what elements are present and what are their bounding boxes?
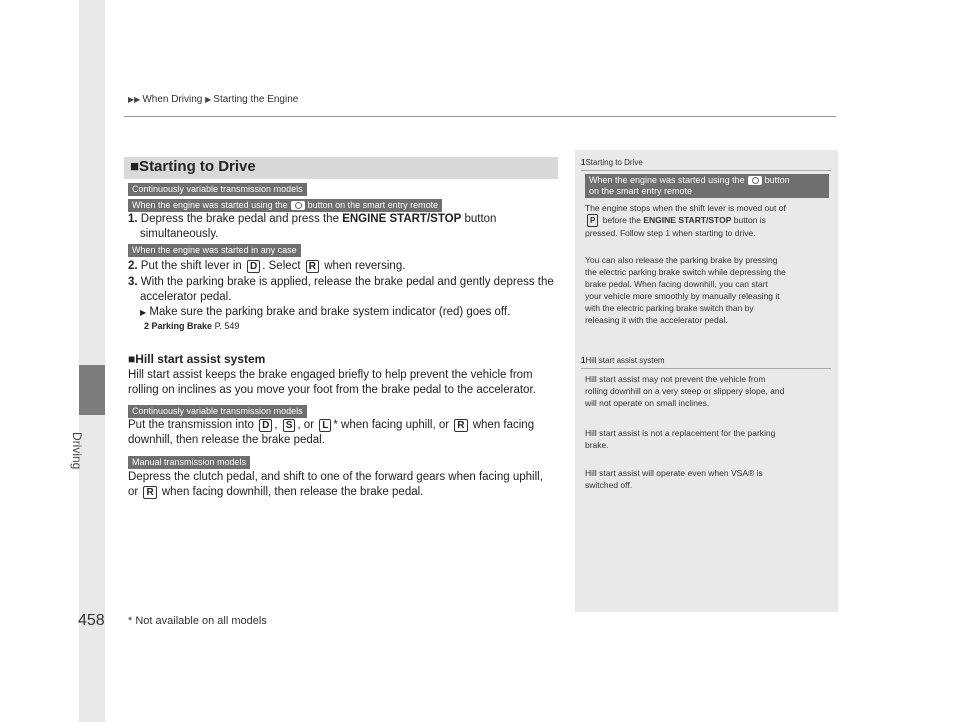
paragraph-text: * when facing uphill, or	[333, 419, 450, 431]
note-text: The engine stops when the shift lever is moved out of	[585, 203, 786, 213]
step-bold: ENGINE START/STOP	[342, 213, 462, 225]
chevron-right-icon: ▶	[205, 95, 212, 104]
hill-paragraph-1	[128, 368, 568, 398]
note-text: Hill start assist is not a replacement for the parking	[585, 428, 776, 438]
arrow-icon: ▶	[140, 308, 147, 317]
step-3	[128, 275, 568, 320]
tag-text: button	[764, 175, 790, 185]
breadcrumb-item[interactable]: When Driving	[142, 94, 203, 105]
footnote: * Not available on all models	[128, 615, 267, 627]
note-heading	[581, 158, 643, 167]
note-paragraph	[585, 467, 835, 491]
step-text: accelerator pedal.	[140, 291, 232, 303]
note-text: releasing it with the accelerator pedal.	[585, 315, 728, 325]
tag-text: button on the smart entry remote	[307, 200, 439, 210]
paragraph-text: or	[128, 486, 139, 498]
breadcrumb	[128, 94, 298, 105]
side-notes-panel	[575, 150, 838, 612]
note-text: Hill start assist will operate even when VSA® is	[585, 468, 763, 478]
paragraph-text: rolling on inclines as you move your foot from the brake pedal to the accelerator.	[128, 384, 536, 396]
paragraph-text: when facing	[472, 419, 535, 431]
step-text: button	[464, 213, 497, 225]
note-text: pressed. Follow step 1 when starting to drive.	[585, 228, 756, 238]
note-heading-text: Starting to Drive	[585, 158, 643, 167]
note-text: You can also release the parking brake by pressing	[585, 255, 778, 265]
step-number: 3.	[128, 276, 138, 288]
reference-label: Parking Brake	[151, 321, 213, 331]
chapter-label: Driving	[70, 432, 84, 470]
reference-icon: 2	[144, 321, 150, 331]
step-text: With the parking brake is applied, release the brake pedal and gently depress the	[140, 276, 554, 288]
section-title: ■Starting to Drive	[130, 158, 256, 175]
note-text: Hill start assist may not prevent the vehicle from	[585, 374, 766, 384]
note-text: with the electric parking brake switch than by	[585, 303, 754, 313]
tag-text: on the smart entry remote	[589, 186, 693, 196]
note-text: rolling downhill on a very steep or slippery slope, and	[585, 386, 785, 396]
key-fob-icon	[748, 176, 762, 185]
paragraph-text: Hill start assist keeps the brake engaged briefly to help prevent the vehicle from	[128, 369, 533, 381]
step-subtext: Make sure the parking brake and brake system indicator (red) goes off.	[149, 306, 511, 318]
divider	[124, 116, 836, 117]
note-paragraph	[585, 427, 835, 451]
step-text: . Select	[262, 260, 301, 272]
gear-s-icon: S	[283, 419, 296, 432]
note-heading-text: Hill start assist system	[585, 356, 665, 365]
paragraph-text: Depress the clutch pedal, and shift to one of the forward gears when facing uphill,	[128, 471, 543, 483]
chapter-tab-marker	[79, 365, 105, 415]
step-number: 2.	[128, 260, 138, 272]
reference-page: P. 549	[214, 321, 240, 331]
note-bold: ENGINE START/STOP	[643, 215, 732, 225]
paragraph-text: Put the transmission into	[128, 419, 254, 431]
page-number: 458	[78, 612, 105, 629]
note-icon: 1	[581, 158, 586, 167]
subsection-title: ■Hill start assist system	[128, 352, 266, 366]
note-text: the electric parking brake switch while depressing the	[585, 267, 786, 277]
breadcrumb-item[interactable]: Starting the Engine	[213, 94, 299, 105]
tag-text: When the engine was started using the	[589, 175, 745, 185]
hill-paragraph-3	[128, 470, 568, 500]
note-text: button is	[733, 215, 766, 225]
gear-r-icon: R	[143, 486, 156, 499]
hill-paragraph-2: Put the transmission into D , S , or L * when facing uphill, or R when facing downhill, then release the brake pedal.	[128, 419, 535, 446]
note-icon: 1	[581, 356, 586, 365]
chevron-right-icon: ▶▶	[128, 95, 141, 104]
gear-l-icon: L	[319, 419, 331, 432]
gear-r-icon: R	[454, 419, 467, 432]
step-text: when reversing.	[324, 260, 406, 272]
step-text: Put the shift lever in	[140, 260, 242, 272]
note-paragraph	[585, 202, 835, 239]
divider	[581, 170, 831, 171]
note-text: brake pedal. When facing downhill, you can start	[585, 279, 768, 289]
tag-any-case: When the engine was started in any case	[128, 244, 301, 257]
paragraph-text: when facing downhill, then release the brake pedal.	[161, 486, 424, 498]
gear-d-icon: D	[247, 260, 260, 273]
note-text: brake.	[585, 440, 609, 450]
tag-remote	[585, 174, 829, 198]
gear-p-icon: P	[587, 214, 598, 227]
key-fob-icon	[291, 201, 305, 210]
note-paragraph	[585, 373, 835, 409]
note-text: will not operate on small inclines.	[585, 398, 710, 408]
step-text: Depress the brake pedal and press the	[140, 213, 339, 225]
divider	[581, 368, 831, 369]
note-text: before the	[602, 215, 641, 225]
step-2	[128, 259, 558, 274]
tag-cvt: Continuously variable transmission models	[128, 183, 307, 196]
note-text: your vehicle more smoothly by manually releasing it	[585, 291, 780, 301]
tag-remote	[128, 199, 442, 212]
tag-manual: Manual transmission models	[128, 456, 250, 469]
paragraph-text: , or	[297, 419, 315, 431]
gear-d-icon: D	[259, 419, 272, 432]
paragraph-text: downhill, then release the brake pedal.	[128, 434, 325, 446]
cross-reference[interactable]	[144, 321, 239, 331]
note-heading	[581, 356, 665, 365]
step-number: 1.	[128, 213, 138, 225]
note-text: switched off.	[585, 480, 633, 490]
step-text: simultaneously.	[140, 228, 219, 240]
tag-text: When the engine was started using the	[132, 200, 288, 210]
step-1	[128, 212, 558, 242]
tag-cvt: Continuously variable transmission models	[128, 405, 307, 418]
note-paragraph	[585, 254, 835, 326]
section-heading	[124, 157, 558, 179]
gear-r-icon: R	[306, 260, 319, 273]
